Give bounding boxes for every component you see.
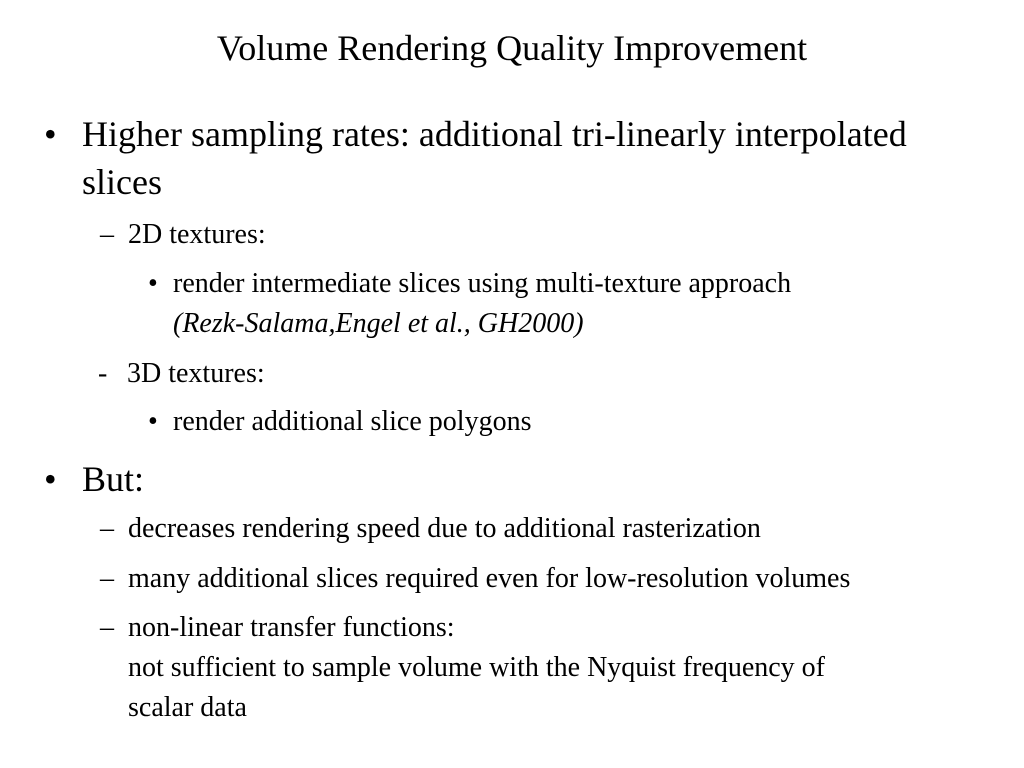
dash-marker: – bbox=[100, 219, 114, 250]
but-point: many additional slices required even for low-resolution volumes bbox=[128, 563, 851, 594]
bullet-marker: • bbox=[44, 114, 57, 154]
textures-3d-label: 3D textures: bbox=[127, 358, 265, 389]
nonlinear-line1: non-linear transfer functions: bbox=[128, 612, 455, 643]
textures-2d-label: 2D textures: bbox=[128, 219, 266, 250]
nonlinear-line2: not sufficient to sample volume with the Nyquist frequency of bbox=[128, 652, 826, 683]
dash-marker: – bbox=[100, 612, 114, 643]
slide-title: Volume Rendering Quality Improvement bbox=[216, 28, 808, 68]
hyphen-marker: - bbox=[98, 358, 108, 389]
higher-sampling-line1: Higher sampling rates: additional tri-linearly interpolated bbox=[82, 114, 907, 154]
textures-2d-sub-line1: render intermediate slices using multi-texture approach bbox=[173, 268, 792, 299]
textures-2d-citation: (Rezk-Salama,Engel et al., GH2000) bbox=[173, 308, 584, 339]
higher-sampling-line2: slices bbox=[82, 162, 162, 202]
dash-marker: – bbox=[100, 563, 114, 594]
nonlinear-line3: scalar data bbox=[128, 692, 247, 723]
but-label: But: bbox=[82, 459, 145, 499]
textures-3d-sub: render additional slice polygons bbox=[173, 406, 532, 437]
bullet-marker: • bbox=[148, 406, 158, 437]
bullet-marker: • bbox=[44, 459, 57, 499]
but-point: decreases rendering speed due to additional rasterization bbox=[128, 513, 761, 544]
dash-marker: – bbox=[100, 513, 114, 544]
bullet-marker: • bbox=[148, 268, 158, 299]
